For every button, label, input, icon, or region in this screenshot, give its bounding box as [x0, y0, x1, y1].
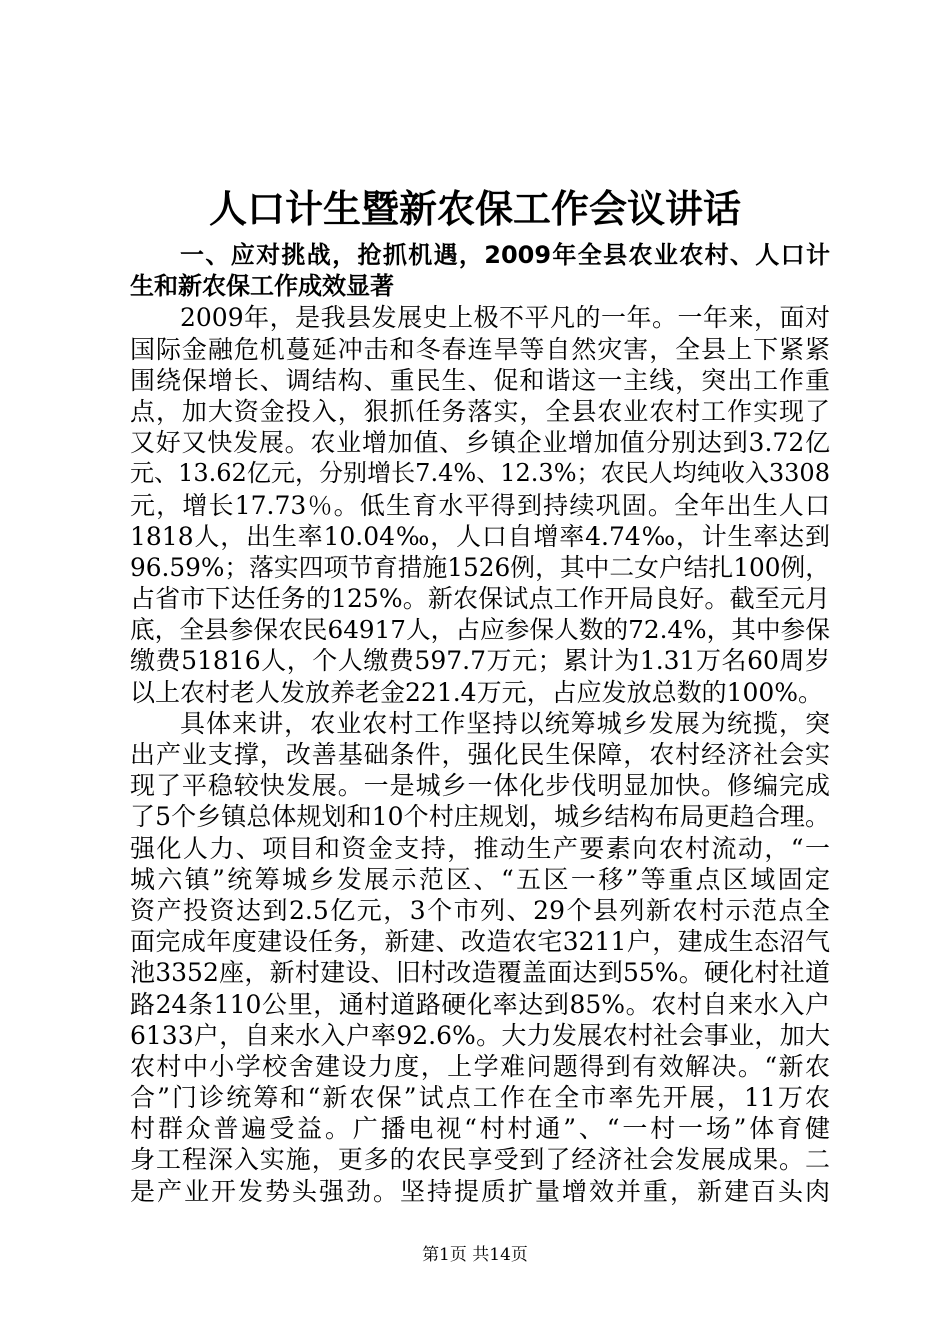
paragraph-line: 元，增长17.73％。低生育水平得到持续巩固。全年出生人口 [130, 490, 830, 520]
paragraph-line: 2009年，是我县发展史上极不平凡的一年。一年来，面对 [180, 303, 830, 333]
paragraph-line: 现了平稳较快发展。一是城乡一体化步伐明显加快。修编完成 [130, 771, 830, 801]
paragraph-line: 1818人，出生率10.04‰，人口自增率4.74‰，计生率达到 [130, 521, 830, 551]
paragraph-line: 以上农村老人发放养老金221.4万元，占应发放总数的100%。 [130, 677, 824, 707]
paragraph-line: 了5个乡镇总体规划和10个村庄规划，城乡结构布局更趋合理。 [130, 802, 830, 832]
paragraph-2 [130, 708, 830, 1207]
paragraph-line: 资产投资达到2.5亿元，3个市列、29个县列新农村示范点全 [130, 895, 830, 925]
paragraph-line: 农村中小学校舍建设力度，上学难问题得到有效解决。“新农 [130, 1051, 830, 1081]
paragraph-line: 6133户，自来水入户率92.6%。大力发展农村社会事业，加大 [130, 1020, 830, 1050]
paragraph-line: 又好又快发展。农业增加值、乡镇企业增加值分别达到3.72亿 [130, 428, 830, 458]
paragraph-line: 点，加大资金投入，狠抓任务落实，全县农业农村工作实现了 [130, 396, 830, 426]
paragraph-1 [130, 302, 830, 707]
paragraph-line: 围绕保增长、调结构、重民生、促和谐这一主线，突出工作重 [130, 365, 830, 395]
paragraph-line: 是产业开发势头强劲。坚持提质扩量增效并重，新建百头肉 [130, 1176, 830, 1206]
document-title: 人口计生暨新农保工作会议讲话 [208, 186, 741, 231]
paragraph-line: 村群众普遍受益。广播电视“村村通”、“一村一场”体育健 [130, 1114, 830, 1144]
paragraph-line: 路24条110公里，通村道路硬化率达到85%。农村自来水入户 [130, 989, 830, 1019]
paragraph-line: 96.59%；落实四项节育措施1526例，其中二女户结扎100例， [130, 552, 830, 582]
paragraph-line: 具体来讲，农业农村工作坚持以统筹城乡发展为统揽，突 [180, 708, 830, 738]
paragraph-line: 合”门诊统筹和“新农保”试点工作在全市率先开展，11万农 [130, 1083, 830, 1113]
paragraph-line: 国际金融危机蔓延冲击和冬春连旱等自然灾害，全县上下紧紧 [130, 334, 830, 364]
paragraph-line: 面完成年度建设任务，新建、改造农宅3211户，建成生态沼气 [130, 927, 830, 957]
paragraph-line: 缴费51816人，个人缴费597.7万元；累计为1.31万名60周岁 [130, 646, 830, 676]
paragraph-line: 城六镇”统筹城乡发展示范区、“五区一移”等重点区域固定 [130, 864, 830, 894]
paragraph-line: 强化人力、项目和资金支持，推动生产要素向农村流动，“一 [130, 833, 830, 863]
paragraph-line: 身工程深入实施，更多的农民享受到了经济社会发展成果。二 [130, 1145, 830, 1175]
section-heading [130, 240, 830, 302]
paragraph-line: 占省市下达任务的125%。新农保试点工作开局良好。截至元月 [130, 584, 830, 614]
page-number-footer: 第1页 共14页 [422, 1245, 528, 1265]
paragraph-line: 池3352座，新村建设、旧村改造覆盖面达到55%。硬化村社道 [130, 958, 830, 988]
document-body [130, 240, 830, 1207]
heading-line: 一、应对挑战，抢抓机遇，2009年全县农业农村、人口计 [180, 241, 830, 269]
paragraph-line: 底，全县参保农民64917人，占应参保人数的72.4%，其中参保 [130, 615, 830, 645]
paragraph-line: 元、13.62亿元，分别增长7.4%、12.3%；农民人均纯收入3308 [130, 459, 830, 488]
paragraph-line: 出产业支撑，改善基础条件，强化民生保障，农村经济社会实 [130, 740, 830, 769]
heading-line: 生和新农保工作成效显著 [130, 272, 394, 301]
